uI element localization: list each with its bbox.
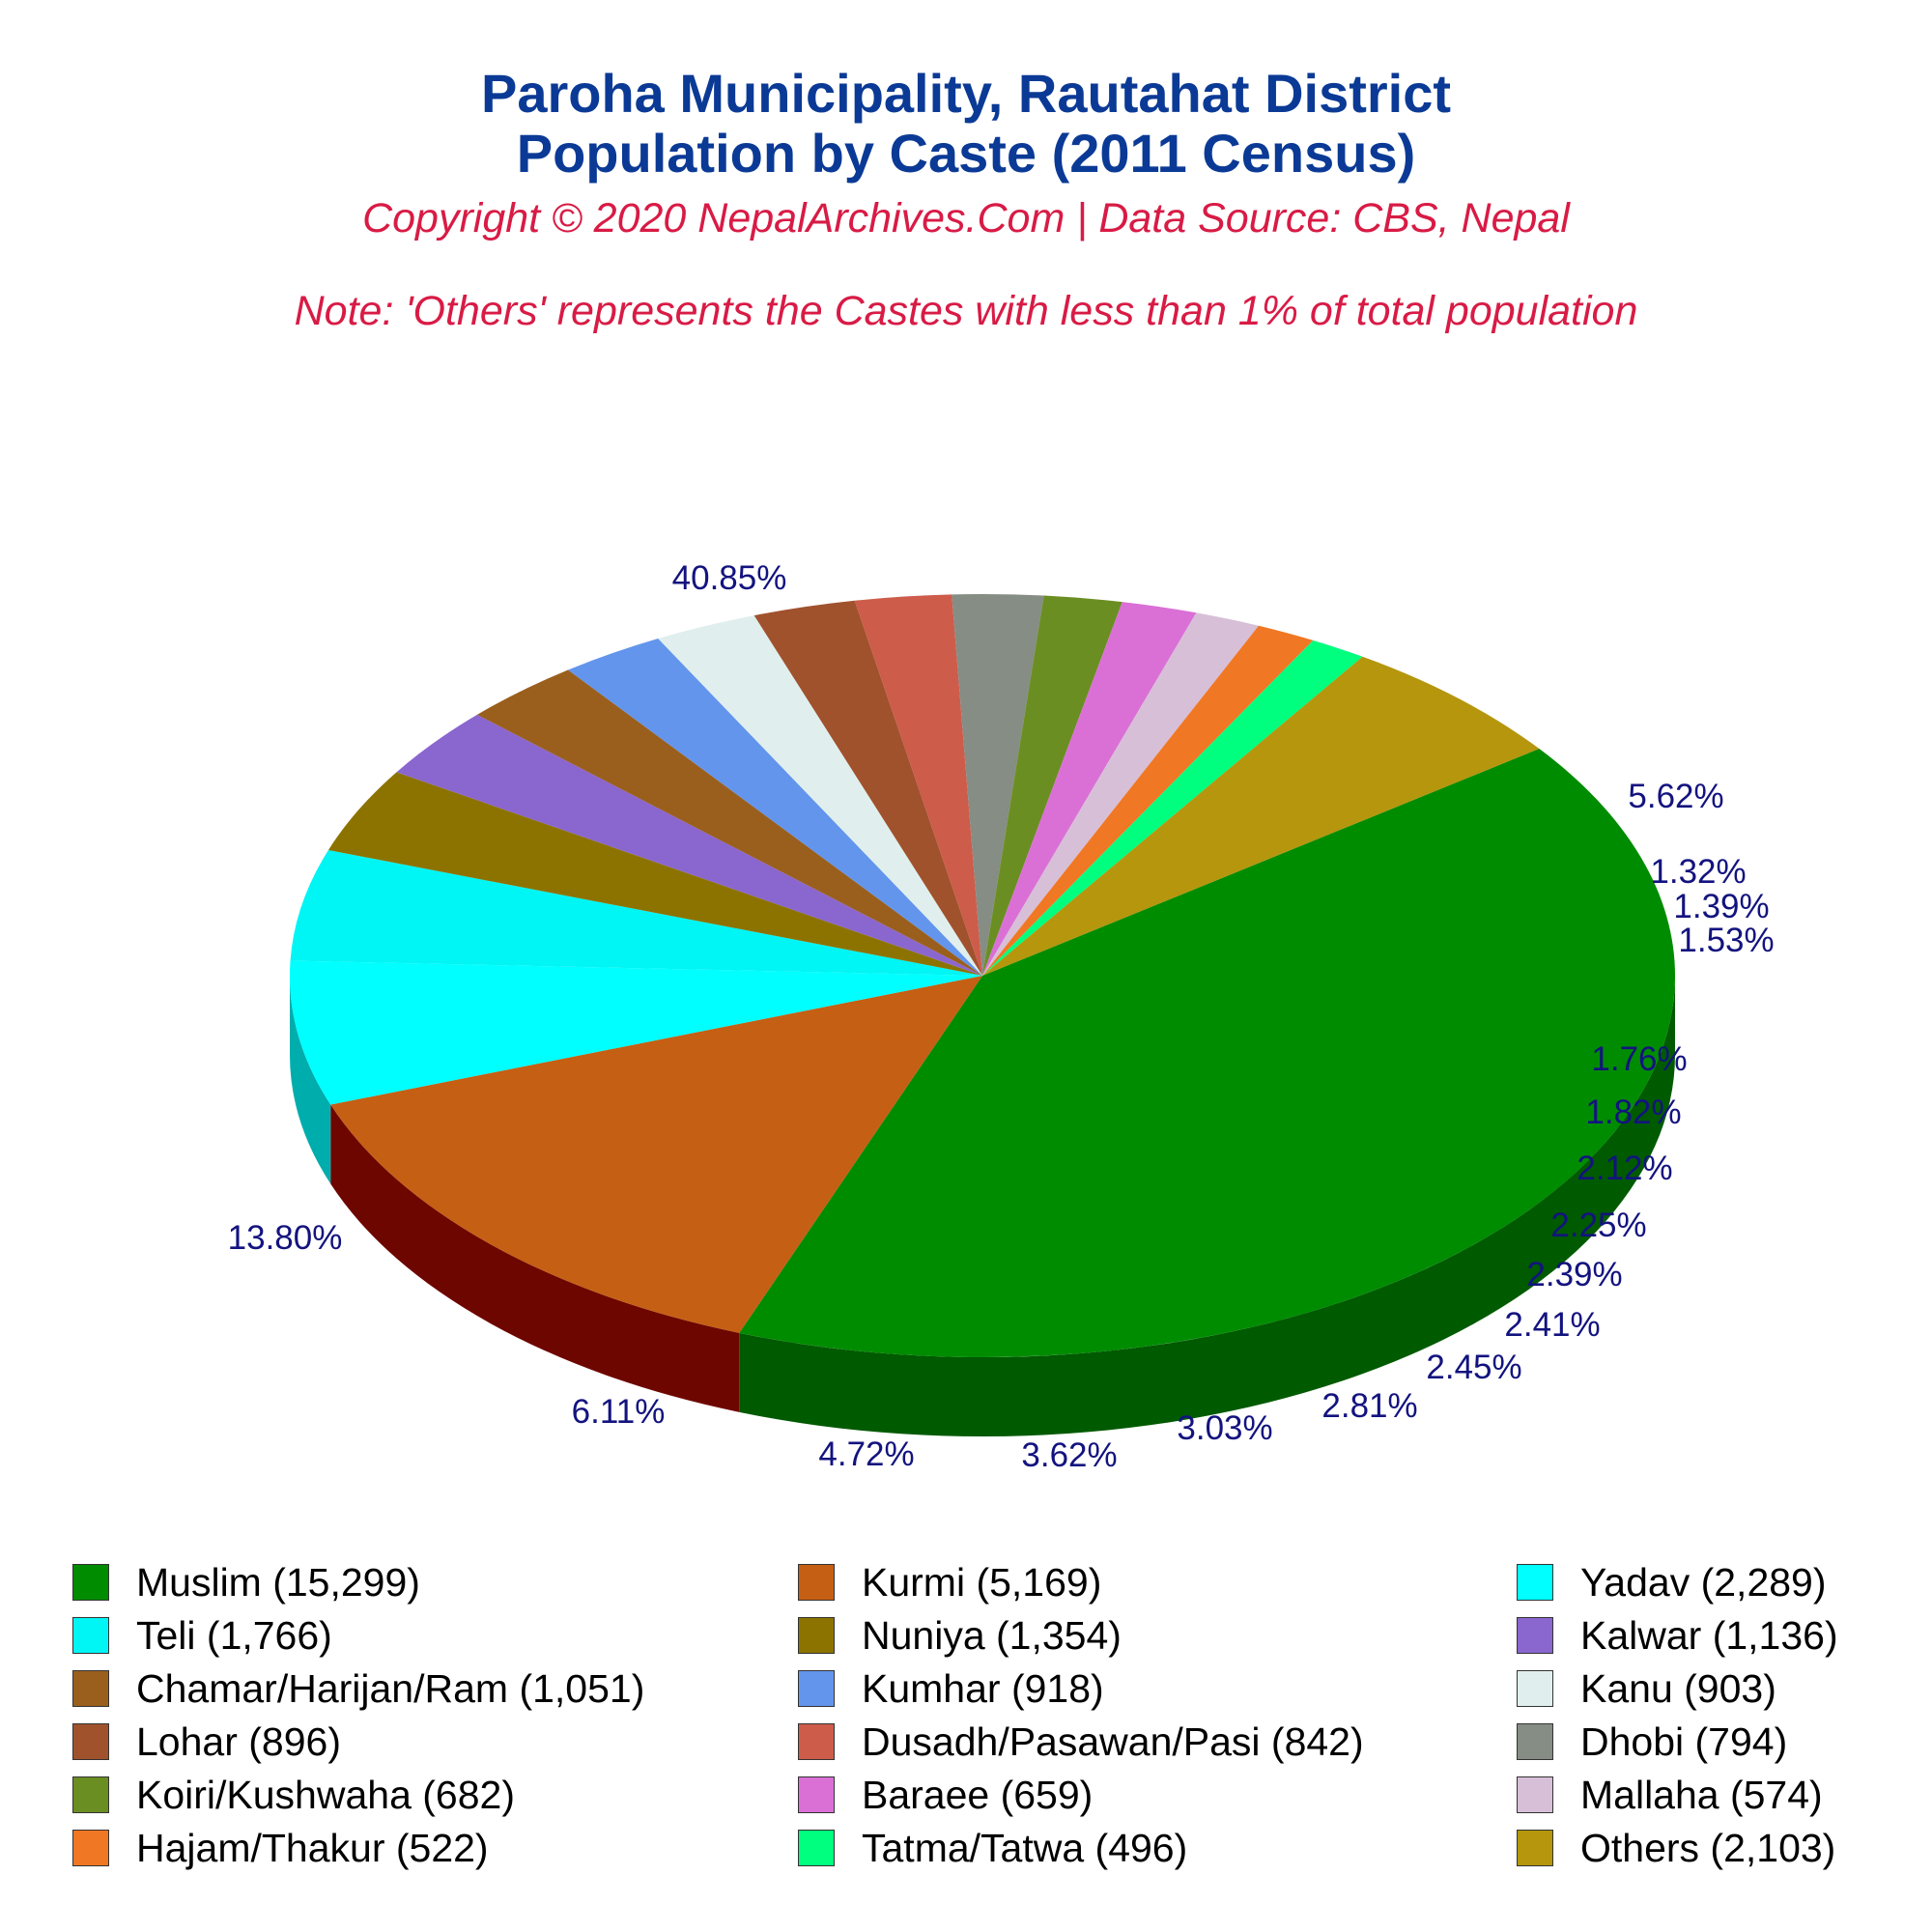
pie-label-yadav: 6.11% [571, 1393, 666, 1431]
legend-item-koiri-kushwaha [72, 1770, 515, 1820]
legend-item-mallaha [1517, 1770, 1823, 1820]
legend-label: Yadav (2,289) [1580, 1559, 1827, 1605]
pie-label-kurmi: 13.80% [227, 1219, 343, 1257]
legend-label: Chamar/Harijan/Ram (1,051) [136, 1665, 645, 1711]
legend-item-chamar-harijan-ram [72, 1663, 644, 1714]
pie-label-baraee: 1.76% [1591, 1040, 1688, 1078]
legend-swatch [72, 1670, 109, 1707]
legend-label: Nuniya (1,354) [862, 1612, 1122, 1658]
pie-label-teli: 4.72% [818, 1435, 915, 1473]
legend-item-kurmi [798, 1557, 1101, 1607]
legend-swatch [72, 1830, 109, 1866]
legend-item-yadav [1517, 1557, 1827, 1607]
copyright-text: Copyright © 2020 NepalArchives.Com | Data Source: CBS, Nepal [362, 195, 1570, 242]
legend-item-hajam-thakur [72, 1823, 489, 1873]
pie-label-koiri-kushwaha: 1.82% [1585, 1094, 1682, 1131]
legend-swatch [1517, 1776, 1553, 1813]
pie-label-others: 5.62% [1628, 778, 1724, 815]
legend-swatch [1517, 1617, 1553, 1654]
pie-label-kanu: 2.41% [1504, 1306, 1601, 1344]
legend-item-baraee [798, 1770, 1093, 1820]
note-text: Note: 'Others' represents the Castes with less than 1% of total population [294, 288, 1638, 334]
legend-label: Koiri/Kushwaha (682) [136, 1772, 515, 1817]
legend-swatch [1517, 1830, 1553, 1866]
legend-swatch [72, 1564, 109, 1601]
legend-label: Muslim (15,299) [136, 1559, 420, 1605]
legend-item-tatma-tatwa [798, 1823, 1187, 1873]
legend-label: Kalwar (1,136) [1580, 1612, 1838, 1658]
pie-label-hajam-thakur: 1.39% [1673, 888, 1770, 925]
legend-swatch [72, 1723, 109, 1760]
legend-item-kumhar [798, 1663, 1104, 1714]
legend-item-dhobi [1517, 1717, 1787, 1767]
legend-item-muslim [72, 1557, 420, 1607]
legend-label: Hajam/Thakur (522) [136, 1825, 489, 1870]
legend-swatch [798, 1776, 835, 1813]
chart-title-line1: Paroha Municipality, Rautahat District [480, 63, 1452, 124]
legend-item-others [1517, 1823, 1835, 1873]
pie-label-chamar-harijan-ram: 2.81% [1321, 1387, 1418, 1425]
pie-label-dhobi: 2.12% [1577, 1150, 1673, 1187]
chart-title-line2: Population by Caste (2011 Census) [516, 123, 1416, 184]
legend-item-lohar [72, 1717, 341, 1767]
legend-item-kalwar [1517, 1610, 1838, 1661]
legend-swatch [1517, 1564, 1553, 1601]
legend-label: Kanu (903) [1580, 1665, 1776, 1711]
legend-swatch [798, 1617, 835, 1654]
legend-label: Tatma/Tatwa (496) [862, 1825, 1188, 1870]
pie-top-faces [290, 594, 1675, 1357]
pie-label-muslim: 40.85% [671, 559, 787, 597]
pie-label-kumhar: 2.45% [1426, 1349, 1522, 1386]
pie-label-mallaha: 1.53% [1678, 922, 1775, 959]
legend-item-kanu [1517, 1663, 1776, 1714]
pie-label-kalwar: 3.03% [1177, 1409, 1273, 1447]
legend-label: Kumhar (918) [862, 1665, 1104, 1711]
legend-swatch [1517, 1670, 1553, 1707]
legend [0, 1557, 1932, 1905]
legend-swatch [798, 1723, 835, 1760]
legend-label: Mallaha (574) [1580, 1772, 1823, 1817]
pie-label-dusadh-pasawan-pasi: 2.25% [1550, 1207, 1647, 1244]
legend-item-dusadh-pasawan-pasi [798, 1717, 1364, 1767]
legend-label: Lohar (896) [136, 1719, 341, 1764]
pie-label-tatma-tatwa: 1.32% [1650, 853, 1747, 891]
legend-swatch [1517, 1723, 1553, 1760]
legend-label: Dhobi (794) [1580, 1719, 1788, 1764]
pie-label-nuniya: 3.62% [1021, 1436, 1118, 1474]
legend-item-nuniya [798, 1610, 1122, 1661]
legend-label: Others (2,103) [1580, 1825, 1836, 1870]
legend-swatch [798, 1830, 835, 1866]
legend-label: Baraee (659) [862, 1772, 1094, 1817]
legend-swatch [72, 1776, 109, 1813]
legend-swatch [798, 1670, 835, 1707]
pie-label-lohar: 2.39% [1526, 1256, 1623, 1293]
legend-label: Teli (1,766) [136, 1612, 332, 1658]
legend-label: Dusadh/Pasawan/Pasi (842) [862, 1719, 1364, 1764]
legend-item-teli [72, 1610, 332, 1661]
legend-swatch [72, 1617, 109, 1654]
legend-label: Kurmi (5,169) [862, 1559, 1102, 1605]
legend-swatch [798, 1564, 835, 1601]
